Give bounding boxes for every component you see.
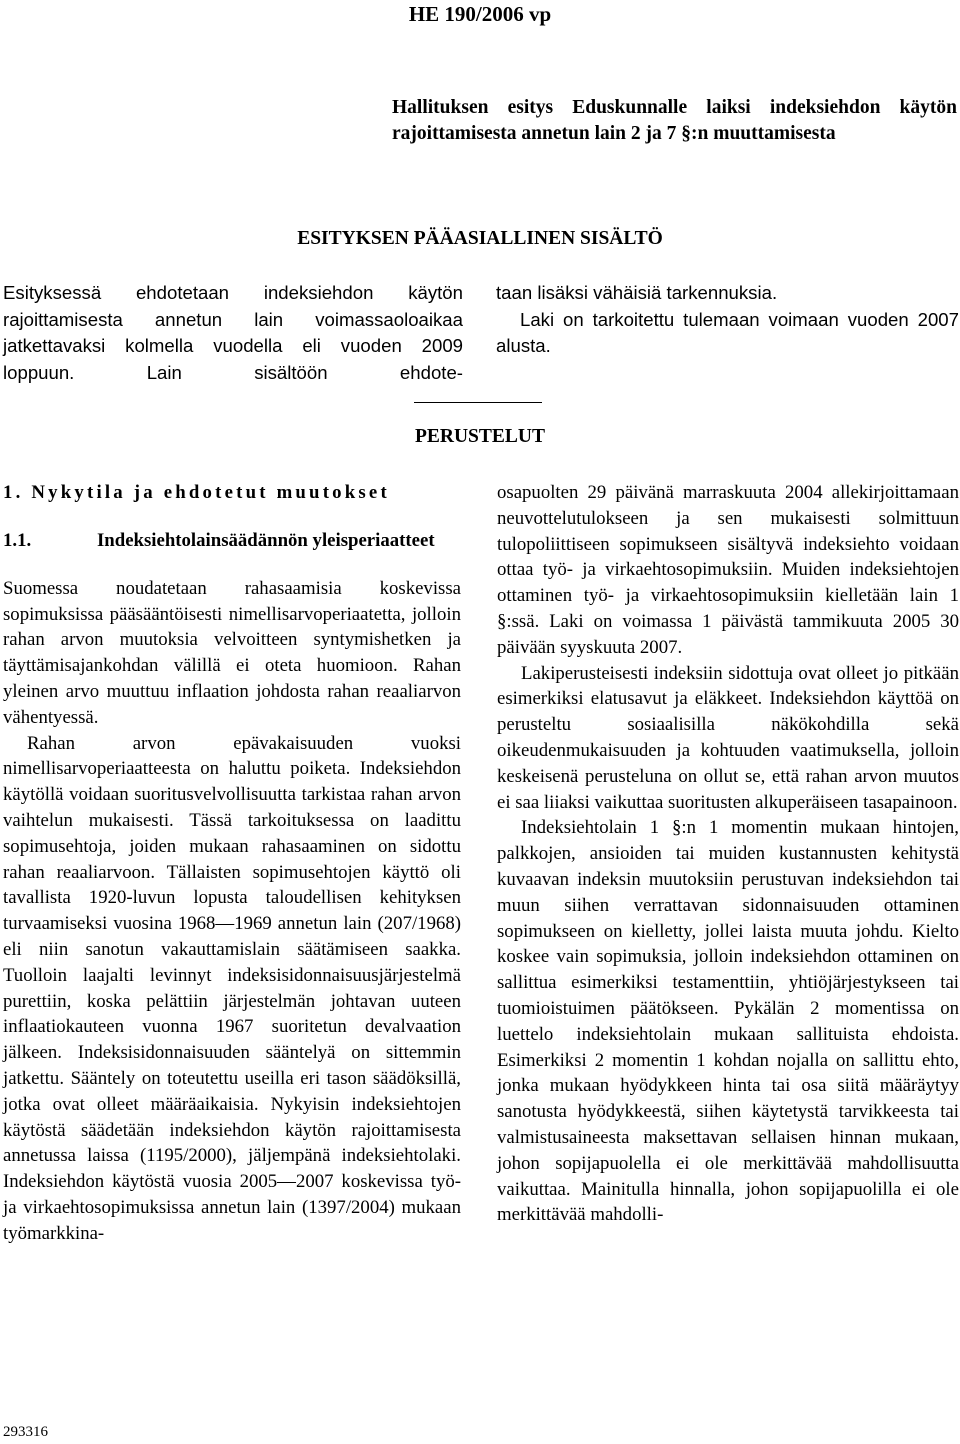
paragraph: Suomessa noudatetaan rahasaamisia koskevissa sopimuksissa pääsääntöisesti nimellisarvoperiaatetta, jolloin rahan arvon muutoksia velvoitteen syntymishetken ja täyttämisajankohdan välillä ei oteta huomioon. Rahan yleinen arvo muuttuu inflaation johdosta rahan reaaliarvon vähentyessä. <box>3 577 461 728</box>
paragraph: Lakiperusteisesti indeksiin sidottuja ovat olleet jo pitkään esimerkiksi elatusavut ja eläkkeet. Indeksiehdon käyttöä on perusteltu sosiaalisilla näkökohdilla sekä oikeudenmukaisuuden ja kohtuuden vaatimuksella, jolloin keskeisenä perusteluna on ollut se, että rahan arvon muutos ei saa liiaksi vaikuttaa suoritusten alkuperäiseen tasapainoon. <box>497 662 959 813</box>
section-number: 1. <box>3 482 24 503</box>
section-title: Nykytila ja ehdotetut muutokset <box>31 482 390 503</box>
summary-right-column <box>496 280 959 360</box>
subsection-title: Indeksiehtolainsäädännön yleisperiaatteet <box>97 530 435 551</box>
section-heading <box>3 480 461 510</box>
summary-divider <box>414 402 542 403</box>
summary-right-line: taan lisäksi vähäisiä tarkennuksia. <box>496 282 778 303</box>
page-number: 293316 <box>3 1424 48 1440</box>
body-right-column <box>497 480 959 1228</box>
summary-left-text: Esityksessä ehdotetaan indeksiehdon käytön rajoittamisesta annetun lain voimassaoloaikaa jatkettavaksi kolmella vuodella eli vuoden 2009 loppuun. Lain sisältöön ehdote- <box>3 282 463 383</box>
document-code: HE 190/2006 vp <box>408 2 552 26</box>
subsection-number: 1.1. <box>3 530 32 551</box>
paragraph: osapuolten 29 päivänä marraskuuta 2004 allekirjoittamaan neuvottelutulokseen ja sen mukaisesti solmittuun tulopoliittiseen sopimukseen sisältyvä indeksiehto voidaan ottaa työ- ja virkaehtosopimuksiin. Muiden indeksiehtojen ottaminen työ- ja virkaehtosopimuksiin kielletään lain 1 §:ssä. Laki on voimassa 1 päivästä tammikuuta 2005 30 päivään syyskuuta 2007. <box>497 482 959 658</box>
document-title: Hallituksen esitys Eduskunnalle laiksi indeksiehdon käytön rajoittamisesta annetun lain 2 ja 7 §:n muuttamisesta <box>392 97 957 144</box>
body-left-column <box>3 480 461 1247</box>
summary-left-column <box>3 280 463 386</box>
perustelut-heading: PERUSTELUT <box>414 426 546 447</box>
paragraph: Rahan arvon epävakaisuuden vuoksi nimellisarvoperiaatteesta on haluttu poiketa. Indeksiehdon käytöllä voidaan suoritusvelvollisuutta tarkistaa rahan arvon vaihtelun mukaisesti. Tässä tarkoituksessa on laadittu sopimusehtoja, joiden mukaan rahasaaminen on sidottu rahan reaaliarvoon. Tällaisten sopimusehtojen käyttö oli tavallista 1920-luvun lopusta taloudellisen kehityksen turvaamiseksi vuosina 1968—1969 annetun lain (207/1968) eli niin sanotun vakauttamislain säätämiseen saakka. Tuolloin laajalti levinnyt indeksisidonnaisuusjärjestelmä purettiin, koska pelättiin järjestelmän johtavan uuteen inflaatiokauteen vuonna 1967 suoritetun devalvaation jälkeen. Indeksisidonnaisuuden sääntelyä on sittemmin jatkettu. Sääntely on toteutettu useilla eri tason säädöksillä, jotka ovat olleet määräaikaisia. Nykyisin indeksiehtojen käytöstä säädetään indeksiehdon käytön rajoittamisesta annetussa laissa (1195/2000), jäljempänä indeksiehtolaki. Indeksiehdon käytöstä vuosia 2005—2007 koskevissa työ- ja virkaehtosopimuksissa annetun lain (1397/2004) mukaan työmarkkina- <box>3 732 461 1244</box>
subsection-heading <box>3 528 461 554</box>
summary-heading: ESITYKSEN PÄÄASIALLINEN SISÄLTÖ <box>297 228 663 249</box>
paragraph: Indeksiehtolain 1 §:n 1 momentin mukaan hintojen, palkkojen, ansioiden tai muiden kustannusten kehitystä kuvaavan indeksin muutoksiin perustuvan indeksiehdon tai muun siihen verrattavan sidonnaisuuden ottaminen sopimukseen on kielletty, jollei laista muuta johdu. Kielto koskee vain sopimuksia, jolloin indeksiehdon ottaminen on sallittua esimerkiksi testamenttiin, yhtiöjärjestykseen tai tuomioistuimen päätökseen. Pykälän 2 momentissa on luettelo indeksiehtolain mukaan sallituista ehdoista. Esimerkiksi 2 momentin 1 kohdan nojalla on sallittu ehto, jonka mukaan hyödykkeen hinta tai osa siitä määräytyy sanotusta hyödykkeestä, siihen käytetystä tarvikkeesta tai valmistusaineesta maksettavan sellaisen hinnan mukaan, johon sopijapuolella ei ole merkittävää mahdollisuutta vaikuttaa. Mainitulla hinnalla, johon sopijapuolilla ei ole merkittävää mahdolli- <box>497 817 959 1226</box>
summary-right-paragraph: Laki on tarkoitettu tulemaan voimaan vuoden 2007 alusta. <box>496 308 959 356</box>
